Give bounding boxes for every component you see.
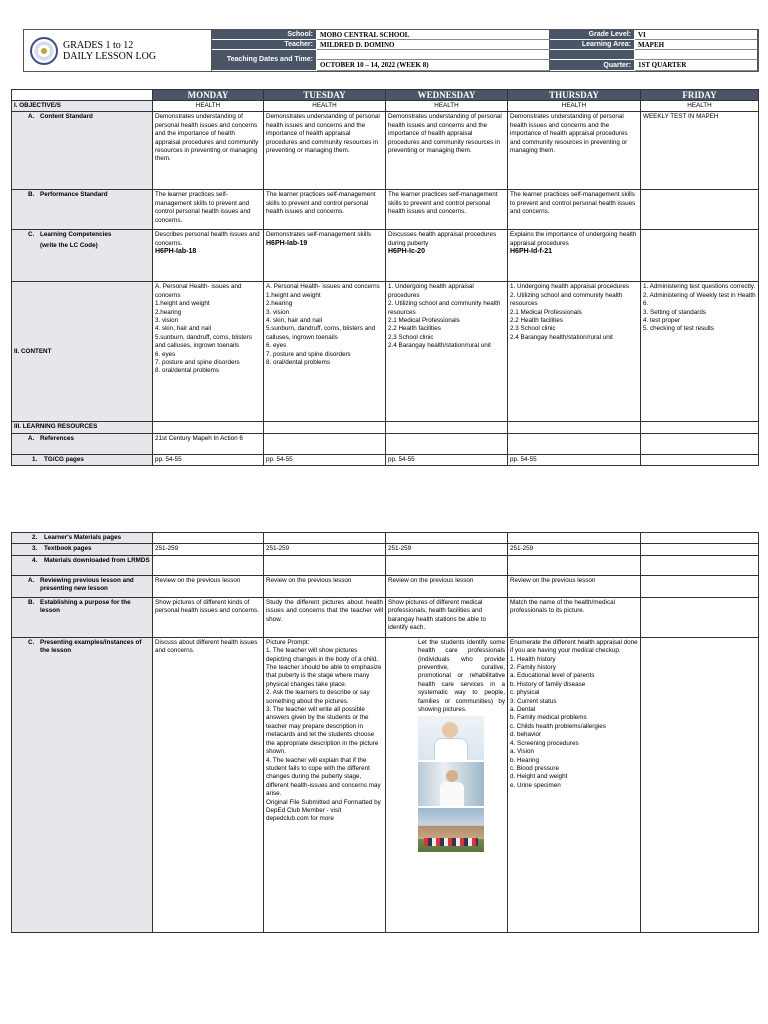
label-text: Textbook pages <box>44 545 92 553</box>
competency-text: Discusses health appraisal procedures during puberty <box>388 231 497 247</box>
content-mon: A. Personal Health- issues and concerns 1.height and weight 2.hearing 3. vision 4. skin, hair and nail 5.sunburn, dandruff, corns, blisters and calluses, ingrown toenails 6. eyes 7. posture and spine disorders 8. oral/dental problems <box>153 282 264 422</box>
purpose-tue: Study the different pictures about health issues and concerns that the teacher will show. <box>264 597 386 637</box>
review-fri <box>641 575 759 597</box>
lc-code: H6PH-Iab-19 <box>266 239 308 247</box>
day-tuesday: TUESDAY <box>264 90 386 101</box>
dates-blank <box>317 50 550 60</box>
competency-mon <box>153 230 264 282</box>
competency-tue <box>264 230 386 282</box>
label-establishing-purpose <box>12 597 153 637</box>
content-tue: A. Personal Health- issues and concerns 1.height and weight 2.hearing 3. vision 4. skin, hair and nail 5.sunburn, dandruff, corns, blisters and calluses, ingrown toenails 6. eyes 7. posture and spine disorders 8. oral/dental problems <box>264 282 386 422</box>
subject-wed: HEALTH <box>386 101 508 112</box>
presenting-mon: Discuss about different health issues and concerns. <box>153 637 264 932</box>
presenting-fri <box>641 637 759 932</box>
competency-fri <box>641 230 759 282</box>
label-key: B. <box>28 598 35 606</box>
subject-mon: HEALTH <box>153 101 264 112</box>
review-wed: Review on the previous lesson <box>386 575 508 597</box>
dates-label: Teaching Dates and Time: <box>212 50 317 71</box>
lrmds-blank <box>264 555 386 575</box>
presenting-thu: Enumerate the different health appraisal done if you are having your medical checkup. 1. Health history 2. Family history a. Educational level of parents b. History of family disease c. physical 3. Current status a. Dental b. Family medical problems c. Childs health problems/allergies d. behavior 4. Screening procedures a. Vision b. Hearing c. Blood pressure d. Height and weight e. Urine specimen <box>508 637 641 932</box>
content-standard-thu: Demonstrates understanding of personal health issues and concerns and the importance of health appraisal procedures and community resources in preventing or managing them. <box>508 112 641 190</box>
references-mon: 21st Century Mapeh In Action 6 <box>153 433 264 454</box>
textbook-mon: 251-259 <box>153 544 264 555</box>
day-monday: MONDAY <box>153 90 264 101</box>
lc-code-note: (write the LC Code) <box>40 241 98 249</box>
teacher-label: Teacher: <box>212 40 317 50</box>
label-competencies <box>12 230 153 282</box>
grade-level-label: Grade Level: <box>550 30 635 40</box>
subject-fri: HEALTH <box>641 101 759 112</box>
resources-blank <box>508 422 641 433</box>
label-text: Presenting examples/instances of the lesson <box>40 638 142 655</box>
label-text: TG/CG pages <box>44 455 84 463</box>
lrmds-blank <box>386 555 508 575</box>
label-presenting-examples <box>12 637 153 932</box>
label-key: C. <box>28 231 35 239</box>
tg-pages-fri <box>641 454 759 465</box>
performance-standard-mon: The learner practices self-management skills to prevent and control personal health issues and concerns. <box>153 190 264 230</box>
friday-weekly-test: WEEKLY TEST IN MAPEH <box>641 112 759 190</box>
textbook-fri <box>641 544 759 555</box>
purpose-fri <box>641 597 759 637</box>
presenting-wed <box>386 637 508 932</box>
resources-blank <box>641 422 759 433</box>
references-blank <box>641 433 759 454</box>
lrmds-blank <box>153 555 264 575</box>
textbook-tue: 251-259 <box>264 544 386 555</box>
label-key: 3. <box>32 545 38 553</box>
label-reviewing <box>12 575 153 597</box>
label-key: A. <box>28 434 35 442</box>
subject-tue: HEALTH <box>264 101 386 112</box>
dates-value: OCTOBER 10 – 14, 2022 (WEEK 8) <box>317 60 550 71</box>
title-dll: DAILY LESSON LOG <box>63 50 157 62</box>
label-lrmds <box>12 555 153 575</box>
review-tue: Review on the previous lesson <box>264 575 386 597</box>
tg-pages-thu: pp. 54-55 <box>508 454 641 465</box>
presenting-tue: Picture Prompt: 1. The teacher will show pictures depicting changes in the body of a child. The teacher should be able to emphasize that puberty is the stage where many physical changes take place. 2. Ask the learners to describe or say something about the pictures. 3. The teacher will write all possible answers given by the students or the teacher may prepare description in metacards and let the students choose the appropriate description in the picture shown. 4. The teacher will explain that if the student fails to cope with the different changes during the puberty stage, different health-issues and concerns may arise. Original File Submitted and Formatted by DepEd Club Member - visit depedclub.com for more <box>264 637 386 932</box>
competency-text: Describes personal health issues and concerns. <box>155 231 260 247</box>
purpose-thu: Match the name of the health/medical professionals to its picture. <box>508 597 641 637</box>
competency-wed <box>386 230 508 282</box>
review-mon: Review on the previous lesson <box>153 575 264 597</box>
lrmds-blank <box>508 555 641 575</box>
resources-blank <box>386 422 508 433</box>
textbook-thu: 251-259 <box>508 544 641 555</box>
label-key: 2. <box>32 534 38 541</box>
content-fri: 1. Administering test questions correctly. 2. Administering of Weekly test in Health 6. 3. Setting of standards 4. test proper 5. checking of test results <box>641 282 759 422</box>
label-textbook-pages <box>12 544 153 555</box>
section-resources: III. LEARNING RESOURCES <box>12 422 153 433</box>
section-objectives: I. OBJECTIVE/S <box>12 101 153 112</box>
label-text: Learner's Materials pages <box>44 534 122 541</box>
review-thu: Review on the previous lesson <box>508 575 641 597</box>
performance-standard-fri <box>641 190 759 230</box>
performance-standard-thu: The learner practices self-management skills to prevent and control personal health issues and concerns. <box>508 190 641 230</box>
references-blank <box>508 433 641 454</box>
section-content: II. CONTENT <box>12 282 153 422</box>
doctor-photo <box>418 716 484 760</box>
label-key: A. <box>28 113 35 121</box>
lc-code: H6PH-Iab-18 <box>155 248 197 256</box>
day-friday: FRIDAY <box>641 90 759 101</box>
lc-code: H6PH-Ic-20 <box>388 248 425 256</box>
tg-pages-wed: pp. 54-55 <box>386 454 508 465</box>
title-grades: GRADES 1 to 12 <box>63 39 134 51</box>
day-wednesday: WEDNESDAY <box>386 90 508 101</box>
label-text: Learning Competencies <box>40 231 112 239</box>
purpose-mon: Show pictures of different kinds of personal health issues and concerns. <box>153 597 264 637</box>
deped-seal-icon <box>30 37 58 65</box>
presenting-wed-text: Let the students identify some health care professionals (individuals who provide preventive, curative, promotional or rehabilitative health care services in a systematic way to people, families or communities) by showing pictures. <box>418 638 505 714</box>
lm-blank <box>641 533 759 544</box>
label-key: 1. <box>32 455 38 463</box>
subject-thu: HEALTH <box>508 101 641 112</box>
label-key: C. <box>28 638 35 646</box>
label-tg-cg-pages <box>12 454 153 465</box>
resources-blank <box>264 422 386 433</box>
day-thursday: THURSDAY <box>508 90 641 101</box>
performance-standard-tue: The learner practices self-management skills to prevent and control personal health issues and concerns. <box>264 190 386 230</box>
lm-blank <box>386 533 508 544</box>
corner-cell <box>12 90 153 101</box>
grade-level-value: VI <box>635 30 758 40</box>
purpose-wed: Show pictures of different medical professionals, health facilities and barangay health stations be able to identify each. <box>386 597 508 637</box>
lm-blank <box>153 533 264 544</box>
lesson-log-header <box>23 29 759 72</box>
resources-blank <box>153 422 264 433</box>
barangay-health-station-photo <box>418 808 484 852</box>
learning-area-label: Learning Area: <box>550 40 635 50</box>
competency-text: Explains the importance of undergoing health appraisal procedures <box>510 231 637 247</box>
label-content-standard <box>12 112 153 190</box>
content-thu: 1. Undergoing health appraisal procedures 2. Utilizing school and community health resources 2.1 Medical Professionals 2.2 Health facilities 2.3 School clinic 2.4 Barangay health/station/rural unit <box>508 282 641 422</box>
pharmacist-photo <box>418 762 484 806</box>
content-standard-wed: Demonstrates understanding of personal health issues and concerns and the importance of health appraisal procedures and community resources in preventing or managing them. <box>386 112 508 190</box>
content-standard-mon: Demonstrates understanding of personal health issues and concerns and the importance of health appraisal procedures and community resources in preventing or managing them. <box>153 112 264 190</box>
lesson-table-page1 <box>11 89 759 466</box>
label-text: Materials downloaded from LRMDS <box>44 556 150 564</box>
content-wed: 1. Undergoing health appraisal procedures 2. Utilizing school and community health resources 2.1 Medical Professionals 2.2 Health facilities 2.3 School clinic 2.4 Barangay health/station/rural unit <box>386 282 508 422</box>
teacher-value: MILDRED D. DOMINO <box>317 40 550 50</box>
content-standard-tue: Demonstrates understanding of personal health issues and concerns and the importance of health appraisal procedures and community resources in preventing or managing them. <box>264 112 386 190</box>
tg-pages-tue: pp. 54-55 <box>264 454 386 465</box>
label-text: Establishing a purpose for the lesson <box>40 598 131 615</box>
label-text: References <box>40 434 74 442</box>
label-text: Content Standard <box>40 113 93 121</box>
competency-text: Demonstrates self-management skills <box>266 231 371 239</box>
label-text: Reviewing previous lesson and presenting new lesson <box>40 576 134 593</box>
label-key: 4. <box>32 556 38 564</box>
quarter-blank <box>635 50 758 60</box>
label-text: Performance Standard <box>40 191 108 199</box>
references-blank <box>264 433 386 454</box>
header-info-grid <box>212 30 758 71</box>
references-blank <box>386 433 508 454</box>
quarter-value: 1ST QUARTER <box>635 60 758 71</box>
lrmds-blank <box>641 555 759 575</box>
textbook-wed: 251-259 <box>386 544 508 555</box>
label-performance-standard <box>12 190 153 230</box>
label-learners-materials <box>12 533 153 544</box>
label-key: A. <box>28 576 35 584</box>
tg-pages-mon: pp. 54-55 <box>153 454 264 465</box>
logo-box <box>24 30 212 71</box>
lm-blank <box>508 533 641 544</box>
lc-code: H6PH-Id-f-21 <box>510 248 553 256</box>
lm-blank <box>264 533 386 544</box>
learning-area-value: MAPEH <box>635 40 758 50</box>
quarter-blank-label <box>550 50 635 60</box>
label-key: B. <box>28 191 35 199</box>
performance-standard-wed: The learner practices self-management skills to prevent and control personal health issues and concerns. <box>386 190 508 230</box>
competency-thu <box>508 230 641 282</box>
label-references <box>12 433 153 454</box>
header-titles <box>63 40 156 62</box>
lesson-table-page2 <box>11 532 759 933</box>
school-value: MOBO CENTRAL SCHOOL <box>317 30 550 40</box>
quarter-label: Quarter: <box>550 60 635 71</box>
school-label: School: <box>212 30 317 40</box>
